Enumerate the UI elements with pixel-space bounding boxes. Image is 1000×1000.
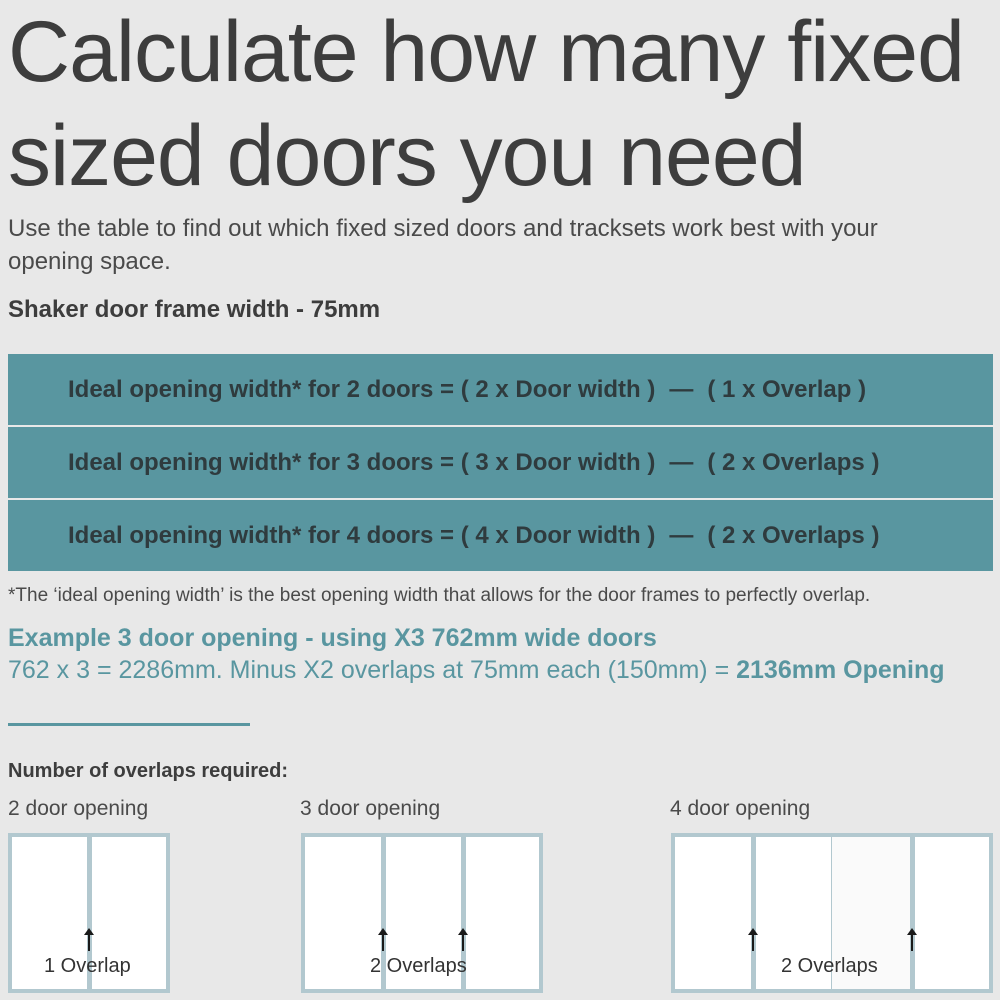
formula-dash: — [669,448,694,476]
page-title: Calculate how many fixed sized doors you need [8,4,964,204]
frame-width-heading: Shaker door frame width - 75mm [8,296,381,323]
example-title: Example 3 door opening - using X3 762mm wide doors [8,624,657,652]
formula-dash: — [669,521,694,549]
up-arrow-icon [382,933,384,951]
formula-right: ( 2 x Overlaps ) [707,448,880,476]
overlap-label: 2 Overlaps [781,955,878,977]
formula-left: Ideal opening width* for 3 doors = ( 3 x Door width ) [68,448,656,476]
door-panel [675,837,751,989]
example-calculation [8,656,993,685]
opening-label-4-doors: 4 door opening [670,797,811,820]
door-diagram-2-doors [8,833,170,993]
opening-label-3-doors: 3 door opening [300,797,441,820]
example-calc-text: 762 x 3 = 2286mm. Minus X2 overlaps at 75mm each (150mm) = [8,656,737,684]
formula-row-4-doors [8,500,993,571]
door-diagram-4-doors [671,833,993,993]
formula-dash: — [669,375,694,403]
formula-table [8,354,993,573]
formula-right: ( 2 x Overlaps ) [707,521,880,549]
door-panel [915,837,989,989]
divider [8,723,250,726]
footnote: *The ‘ideal opening width’ is the best opening width that allows for the door frames to perfectly overlap. [8,585,871,606]
formula-left: Ideal opening width* for 2 doors = ( 2 x Door width ) [68,375,656,403]
overlaps-heading: Number of overlaps required: [8,760,289,782]
opening-label-2-doors: 2 door opening [8,797,149,820]
formula-row-2-doors [8,354,993,425]
overlap-label: 1 Overlap [44,955,131,977]
formula-right: ( 1 x Overlap ) [707,375,867,403]
up-arrow-icon [88,933,90,951]
formula-left: Ideal opening width* for 4 doors = ( 4 x Door width ) [68,521,656,549]
door-diagram-3-doors [301,833,543,993]
intro-text: Use the table to find out which fixed sized doors and tracksets work best with your opening space. [8,215,878,275]
example-result: 2136mm Opening [736,656,945,684]
up-arrow-icon [462,933,464,951]
up-arrow-icon [911,933,913,951]
door-panel [466,837,539,989]
up-arrow-icon [752,933,754,951]
overlap-label: 2 Overlaps [370,955,467,977]
formula-row-3-doors [8,427,993,498]
